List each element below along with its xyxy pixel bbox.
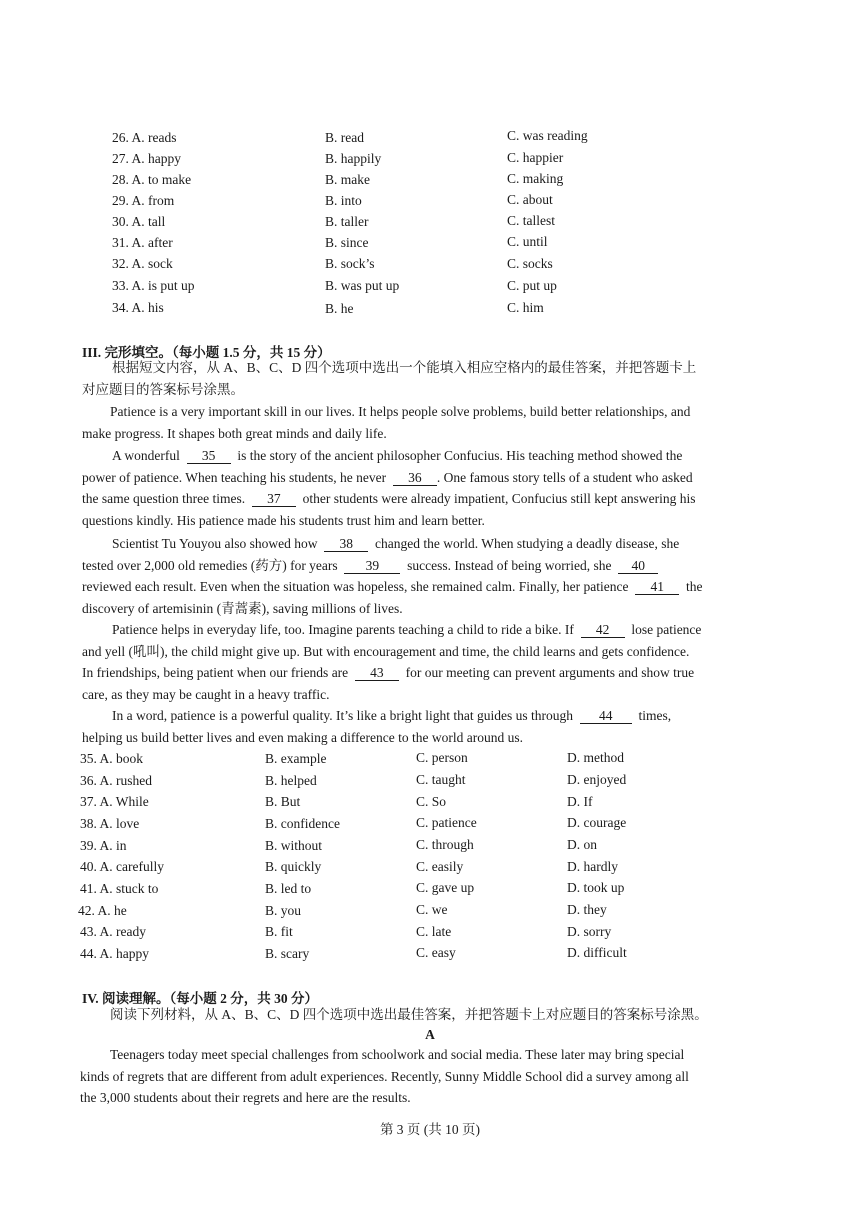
text: other students were already impatient, Confucius still kept answering his — [302, 491, 696, 507]
option-c: C. happier — [507, 150, 564, 165]
option-b: B. quickly — [265, 859, 322, 874]
option-b: B. happily — [325, 151, 382, 166]
option-c: C. until — [507, 234, 548, 249]
text-line: discovery of artemisinin (青蒿素), saving millions of lives. — [82, 600, 403, 616]
text-line: and yell (吼叫), the child might give up. But with encouragement and time, the child learns and gets confidence. — [82, 643, 690, 659]
option-a: 43. A. ready — [80, 924, 146, 939]
option-d: D. they — [567, 902, 607, 917]
text-line: Patience is a very important skill in our lives. It helps people solve problems, build better relationships, and — [110, 404, 691, 419]
instruction: 对应题目的答案标号涂黑。 — [82, 382, 244, 397]
text: lose patience — [631, 622, 702, 637]
option-c: C. late — [416, 924, 452, 939]
option-c: C. gave up — [416, 880, 475, 895]
option-a: 32. A. sock — [112, 256, 173, 271]
text: changed the world. When studying a deadly disease, she — [375, 536, 680, 551]
passage-label: A — [425, 1027, 435, 1042]
text: tested over 2,000 old remedies (药方) for years — [82, 557, 338, 573]
option-b: B. sock’s — [325, 256, 375, 271]
option-a: 42. A. he — [78, 903, 127, 918]
option-c: C. easy — [416, 945, 456, 960]
option-b: B. scary — [265, 946, 310, 961]
option-c: C. easily — [416, 859, 464, 874]
text-line: Teenagers today meet special challenges from schoolwork and social media. These later may bring special — [110, 1047, 685, 1062]
option-c: C. through — [416, 837, 474, 852]
option-b: B. example — [265, 751, 327, 766]
option-b: B. make — [325, 172, 370, 187]
text: success. Instead of being worried, she — [407, 557, 612, 573]
paragraph — [82, 401, 780, 444]
text: reviewed each result. Even when the situation was hopeless, she remained calm. Finally, her patience — [82, 579, 629, 595]
option-d: D. sorry — [567, 924, 612, 939]
option-a: 33. A. is put up — [112, 278, 195, 293]
option-c: C. taught — [416, 772, 466, 787]
text: Scientist Tu Youyou also showed how — [112, 536, 318, 551]
text: In a word, patience is a powerful quality. It’s like a bright light that guides us through — [112, 708, 574, 723]
blank-40: 40 — [618, 559, 658, 574]
option-a: 35. A. book — [80, 751, 144, 766]
option-c: C. making — [507, 171, 564, 186]
section-title: IV. 阅读理解。（每小题 2 分，共 30 分） — [82, 991, 319, 1006]
option-d: D. took up — [567, 880, 625, 895]
option-b: B. taller — [325, 214, 369, 229]
option-c: C. we — [416, 902, 448, 917]
text-line — [82, 555, 780, 577]
paragraph — [80, 1044, 780, 1109]
option-a: 26. A. reads — [112, 130, 177, 145]
option-c: C. person — [416, 750, 468, 765]
blank-42: 42 — [581, 623, 625, 638]
text: A wonderful — [112, 448, 180, 463]
blank-37: 37 — [252, 492, 296, 507]
text-line — [82, 705, 780, 727]
paragraph — [82, 533, 780, 619]
option-c: C. was reading — [507, 128, 588, 143]
option-d: D. method — [567, 750, 624, 765]
blank-36: 36 — [393, 471, 437, 486]
blank-41: 41 — [635, 580, 679, 595]
option-a: 39. A. in — [80, 838, 127, 853]
paragraph — [82, 445, 780, 531]
text-line: kinds of regrets that are different from adult experiences. Recently, Sunny Middle School did a survey among all — [80, 1068, 689, 1084]
text: the same question three times. — [82, 491, 246, 507]
option-c: C. about — [507, 192, 553, 207]
section-title: III. 完形填空。（每小题 1.5 分，共 15 分） — [82, 345, 331, 360]
option-b: B. confidence — [265, 816, 340, 831]
option-a: 29. A. from — [112, 193, 175, 208]
paragraph — [82, 705, 780, 748]
option-a: 44. A. happy — [80, 946, 149, 961]
option-b: B. into — [325, 193, 362, 208]
option-a: 28. A. to make — [112, 172, 192, 187]
text-line — [82, 662, 780, 684]
option-a: 34. A. his — [112, 300, 164, 315]
option-d: D. courage — [567, 815, 627, 830]
text-line — [82, 445, 780, 467]
option-d: D. enjoyed — [567, 772, 627, 787]
page-footer: 第 3 页 (共 10 页) — [379, 1122, 481, 1137]
text-line — [82, 467, 780, 489]
text-line: care, as they may be caught in a heavy traffic. — [82, 686, 330, 702]
option-a: 37. A. While — [80, 794, 149, 809]
text-line: make progress. It shapes both great minds and daily life. — [82, 425, 387, 441]
option-b: B. he — [325, 301, 354, 316]
text-line — [82, 533, 780, 555]
text: Patience helps in everyday life, too. Imagine parents teaching a child to ride a bike. If — [112, 622, 574, 637]
option-b: B. led to — [265, 881, 312, 896]
option-c: C. put up — [507, 278, 557, 293]
option-b: B. fit — [265, 924, 293, 939]
option-b: B. without — [265, 838, 323, 853]
text: In friendships, being patient when our friends are — [82, 665, 349, 681]
option-a: 31. A. after — [112, 235, 173, 250]
option-c: C. patience — [416, 815, 477, 830]
blank-35: 35 — [187, 449, 231, 464]
text: for our meeting can prevent arguments and show true — [405, 665, 695, 681]
option-b: B. was put up — [325, 278, 400, 293]
blank-43: 43 — [355, 666, 399, 681]
blank-44: 44 — [580, 709, 632, 724]
blank-39: 39 — [344, 559, 400, 574]
text: . One famous story tells of a student who asked — [436, 469, 693, 485]
option-a: 40. A. carefully — [80, 859, 164, 874]
blank-38: 38 — [324, 537, 368, 552]
option-a: 41. A. stuck to — [80, 881, 159, 896]
instruction: 阅读下列材料，从 A、B、C、D 四个选项中选出最佳答案，并把答题卡上对应题目的答案标号涂黑。 — [110, 1007, 708, 1022]
paragraph — [82, 619, 780, 705]
option-b: B. you — [265, 903, 302, 918]
option-c: C. him — [507, 300, 544, 315]
option-d: D. hardly — [567, 859, 618, 874]
text-line: the 3,000 students about their regrets and here are the results. — [80, 1090, 411, 1106]
text: the — [685, 579, 703, 595]
text: is the story of the ancient philosopher Confucius. His teaching method showed the — [237, 448, 683, 463]
text: times, — [638, 708, 672, 723]
option-a: 36. A. rushed — [80, 773, 152, 788]
option-d: D. If — [567, 794, 593, 809]
option-c: C. socks — [507, 256, 553, 271]
text: power of patience. When teaching his students, he never — [82, 469, 387, 485]
option-a: 27. A. happy — [112, 151, 181, 166]
option-c: C. So — [416, 794, 447, 809]
option-b: B. read — [325, 130, 364, 145]
option-b: B. since — [325, 235, 369, 250]
text-line: questions kindly. His patience made his students trust him and learn better. — [82, 512, 485, 528]
text-line — [82, 619, 780, 641]
option-b: B. helped — [265, 773, 317, 788]
option-c: C. tallest — [507, 213, 555, 228]
instruction: 根据短文内容，从 A、B、C、D 四个选项中选出一个能填入相应空格内的最佳答案，并把答题卡上 — [112, 360, 697, 375]
option-a: 38. A. love — [80, 816, 140, 831]
text-line — [82, 488, 780, 510]
option-d: D. on — [567, 837, 597, 852]
text-line: helping us build better lives and even making a difference to the world around us. — [82, 729, 524, 745]
text-line — [82, 576, 780, 598]
option-b: B. But — [265, 794, 301, 809]
option-a: 30. A. tall — [112, 214, 166, 229]
option-d: D. difficult — [567, 945, 627, 960]
